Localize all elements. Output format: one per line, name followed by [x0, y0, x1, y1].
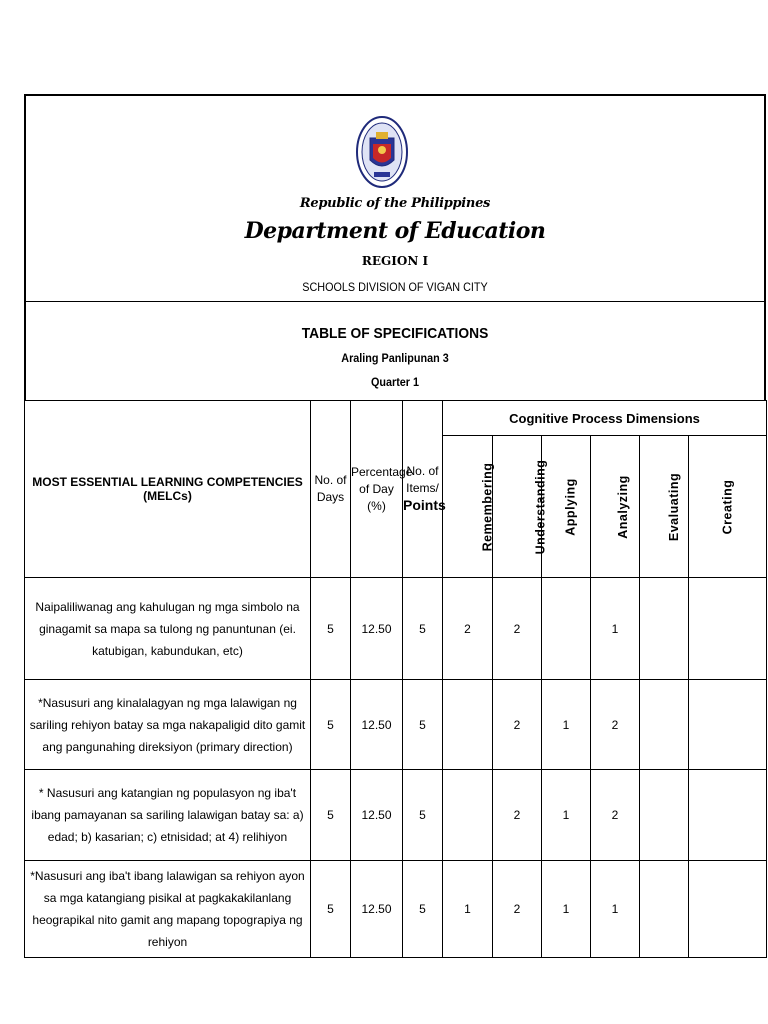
creating-cell: [689, 680, 767, 770]
items-cell: 5: [403, 861, 443, 958]
division-name: SCHOOLS DIVISION OF VIGAN CITY: [302, 280, 488, 294]
tos-title-block: [24, 299, 766, 400]
cognitive-dimensions-header: Cognitive Process Dimensions: [443, 401, 767, 436]
region-name: REGION I: [361, 254, 429, 268]
understanding-cell: 2: [493, 861, 542, 958]
table-row: [25, 770, 767, 861]
items-cell: 5: [403, 578, 443, 680]
competency-cell: *Nasusuri ang iba't ibang lalawigan sa rehiyon ayon sa mga katangiang pisikal at pagkakakilanlang heograpikal nito gamit ang mapang topograpiya ng rehiyon: [25, 861, 311, 958]
percentage-cell: 12.50: [351, 770, 403, 861]
applying-cell: 1: [542, 861, 591, 958]
days-cell: 5: [311, 770, 351, 861]
deped-seal-icon: [356, 116, 408, 188]
remembering-column-header: Remembering: [443, 436, 493, 578]
creating-cell: [689, 861, 767, 958]
applying-cell: 1: [542, 770, 591, 861]
analyzing-cell: 1: [591, 578, 640, 680]
evaluating-cell: [640, 680, 689, 770]
understanding-cell: 2: [493, 578, 542, 680]
page-title: TABLE OF SPECIFICATIONS: [301, 325, 489, 342]
items-cell: 5: [403, 770, 443, 861]
melc-column-header: MOST ESSENTIAL LEARNING COMPETENCIES (MELCs): [25, 401, 311, 578]
applying-column-header: Applying: [542, 436, 591, 578]
applying-cell: [542, 578, 591, 680]
remembering-cell: 1: [443, 861, 493, 958]
table-row: [25, 680, 767, 770]
competency-cell: * Nasusuri ang katangian ng populasyon ng iba't ibang pamayanan sa sariling lalawigan batay sa: a) edad; b) kasarian; c) etnisidad; at 4) relihiyon: [25, 770, 311, 861]
applying-cell: 1: [542, 680, 591, 770]
quarter-label: Quarter 1: [370, 375, 420, 389]
tos-document: [24, 94, 766, 949]
creating-column-header: Creating: [689, 436, 767, 578]
department-name: Department of Education: [244, 218, 546, 244]
percentage-cell: 12.50: [351, 861, 403, 958]
remembering-cell: 2: [443, 578, 493, 680]
competency-cell: Naipaliliwanag ang kahulugan ng mga simbolo na ginagamit sa mapa sa tulong ng panuntunan (ei. katubigan, kabundukan, etc): [25, 578, 311, 680]
evaluating-cell: [640, 861, 689, 958]
percentage-cell: 12.50: [351, 680, 403, 770]
table-row: [25, 578, 767, 680]
analyzing-cell: 2: [591, 770, 640, 861]
republic-line: Republic of the Philippines: [299, 196, 491, 211]
creating-cell: [689, 770, 767, 861]
specifications-table: [24, 400, 767, 958]
percentage-column-header: Percentage of Day (%): [351, 401, 403, 578]
table-row: [25, 861, 767, 958]
remembering-cell: [443, 770, 493, 861]
analyzing-cell: 1: [591, 861, 640, 958]
remembering-cell: [443, 680, 493, 770]
days-cell: 5: [311, 861, 351, 958]
understanding-cell: 2: [493, 770, 542, 861]
items-column-header: No. of Items/ Points: [403, 401, 443, 578]
days-column-header: No. of Days: [311, 401, 351, 578]
evaluating-column-header: Evaluating: [640, 436, 689, 578]
letterhead: [24, 94, 766, 302]
items-cell: 5: [403, 680, 443, 770]
competency-cell: *Nasusuri ang kinalalagyan ng mga lalawigan ng sariling rehiyon batay sa mga nakapaligid dito gamit ang pangunahing direksiyon (primary direction): [25, 680, 311, 770]
creating-cell: [689, 578, 767, 680]
subject-name: Araling Panlipunan 3: [341, 351, 449, 365]
understanding-cell: 2: [493, 680, 542, 770]
evaluating-cell: [640, 578, 689, 680]
percentage-cell: 12.50: [351, 578, 403, 680]
evaluating-cell: [640, 770, 689, 861]
days-cell: 5: [311, 680, 351, 770]
analyzing-cell: 2: [591, 680, 640, 770]
understanding-column-header: Understanding: [493, 436, 542, 578]
table-header-row: [25, 401, 767, 436]
analyzing-column-header: Analyzing: [591, 436, 640, 578]
days-cell: 5: [311, 578, 351, 680]
